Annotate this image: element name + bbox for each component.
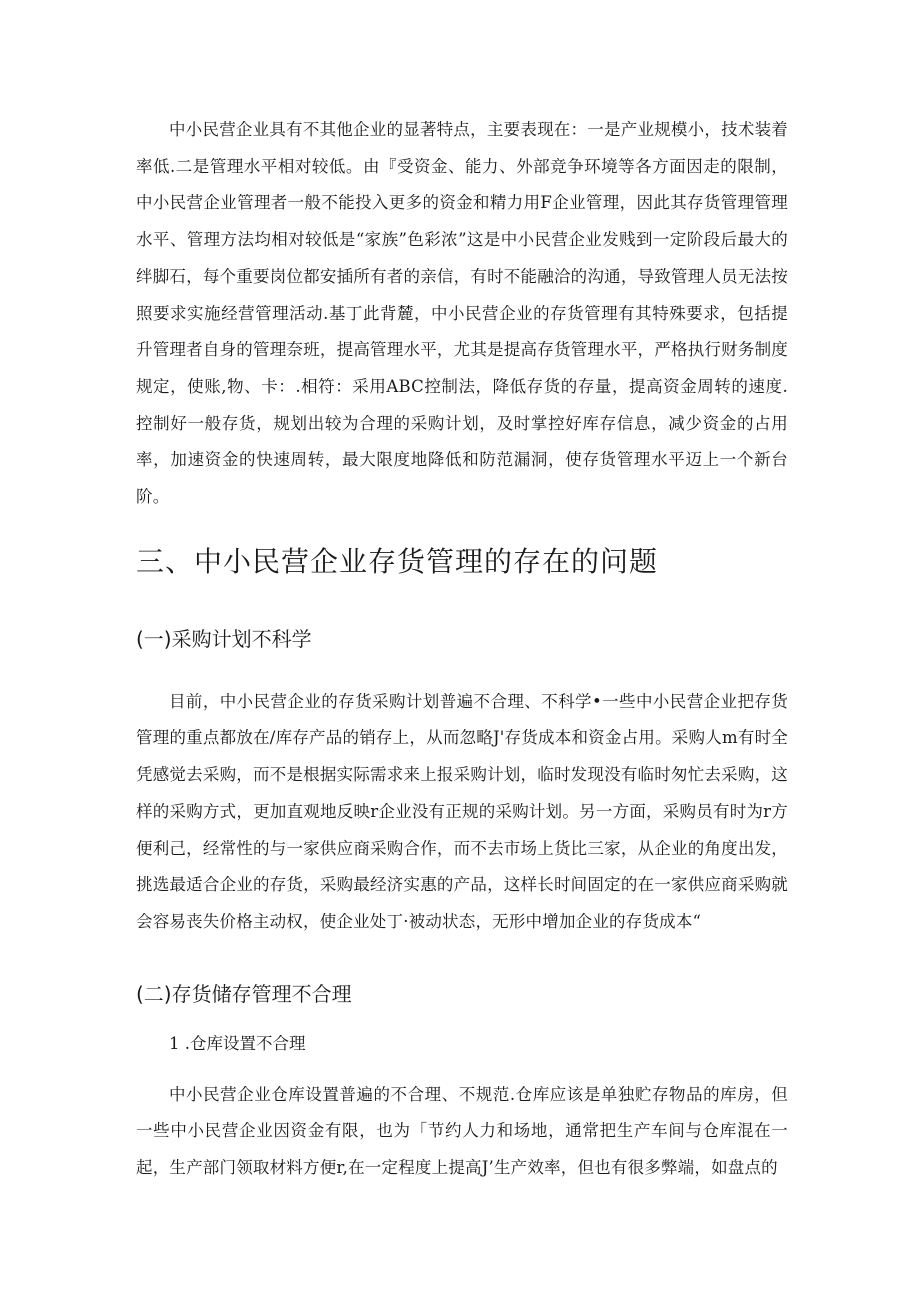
paragraph-enterprise-characteristics: 中小民营企业具有不其他企业的显著特点，主要表现在：一是产业规模小，技术装着率低.二是管理水平相对较低。由『受资金、能力、外部竞争环境等各方面因走的限制，中小民营企业管理者一般不能投入更多的资金和精力用F企业管理，因此其存货管理管理水平、管理方法均相对较低是“家族”色彩浓”这是中小民营企业发贱到一定阶段后最大的绊脚石，每个重要岗位都安插所有者的亲信，有时不能融洽的沟通，导致管理人员无法按照要求实施经营管理活动.基丁此背麓，中小民营企业的存货管理有其特殊要求，包括提升管理者自身的管理奈班，提高管理水平，尤其是提高存货管理水平，严格执行财务制度规定，使账,物、卡：.相符：采用ABC控制法，降低存货的存量，提高资金周转的速度.控制好一般存货，规划出较为合理的采购计划，及时掌控好库存信息，减少资金的占用率，加速资金的快速周转，最大限度地降低和防范漏洞，使存货管理水平迈上一个新台阶。 bbox=[136, 120, 788, 507]
paragraph-procurement-plan: 目前，中小民营企业的存货采购计划普遍不合理、不科学•一些中小民营企业把存货管理的重点都放在/库存产品的销存上，从而忽略J'存货成本和资金占用。采购人m有时全凭感觉去采购，而不是根据实际需求来上报采购计划，临时发现没有临时匆忙去采购，这样的采购方式，更加直观地反映r企业没有正规的采购计划。另一方面，采购员有时为r方便利己，经常性的与一家供应商采购合作，而不去市场上货比三家，从企业的角度出发，挑选最适合企业的存货，采购最经济实惠的产品，这样长时间固定的在一家供应商采购就会容易丧失价格主动权，使企业处丁·被动状态，无形中增加企业的存货成本“ bbox=[136, 691, 788, 931]
subsection-heading-storage: (二)存货储存管理不合理 bbox=[136, 981, 352, 1006]
list-item-warehouse-setup: 1 .仓库设置不合理 bbox=[169, 1033, 306, 1053]
section-heading-problems: 三、中小民营企业存货管理的存在的问题 bbox=[136, 544, 659, 578]
paragraph-warehouse-setup: 中小民营企业仓库设置普遍的不合理、不规范.仓库应该是单独贮存物品的库房，但一些中小民营企业因资金有限，也为「节约人力和场地，通常把生产车间与仓库混在一起，生产部门领取材料方便r,在一定程度上提高J’生产效率，但也有很多弊端，如盘点的 bbox=[136, 1084, 788, 1178]
document-body bbox=[136, 112, 788, 1187]
subsection-heading-procurement: (一)采购计划不科学 bbox=[136, 626, 312, 651]
